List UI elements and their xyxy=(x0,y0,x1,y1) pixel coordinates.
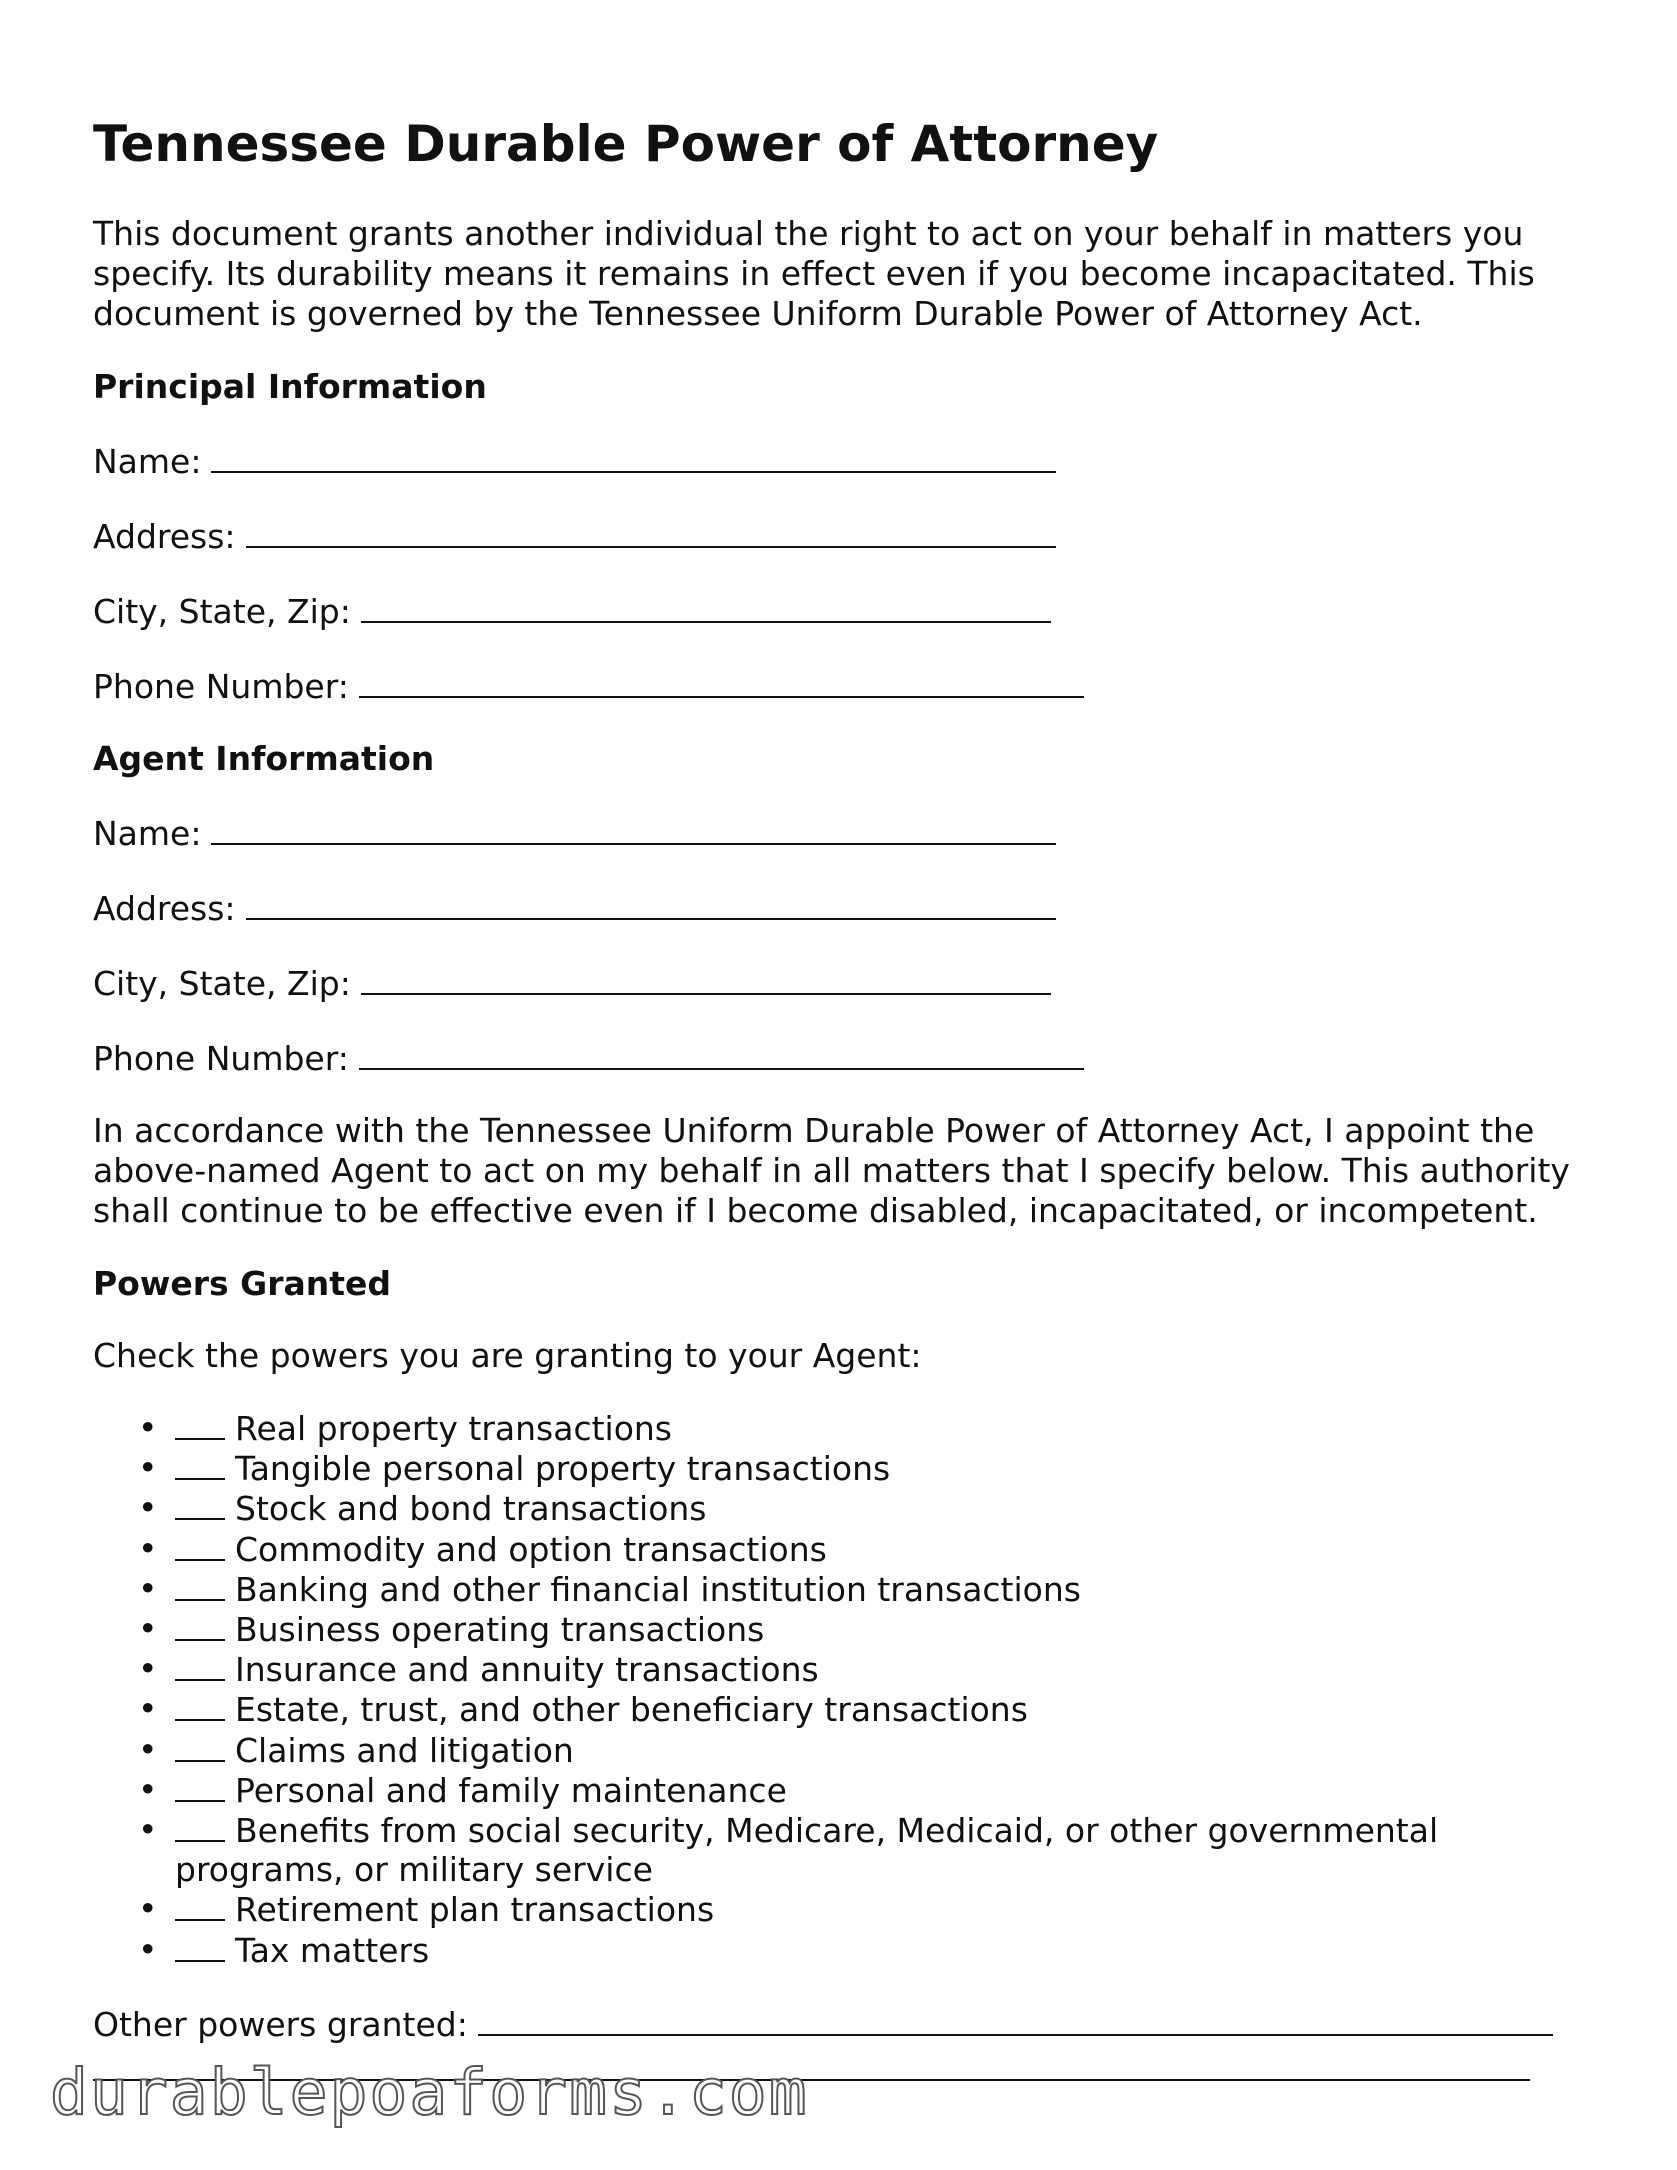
document-title: Tennessee Durable Power of Attorney xyxy=(93,115,1159,173)
list-item xyxy=(93,1529,1530,1569)
bullet-icon: • xyxy=(138,1528,158,1568)
principal-name-field[interactable] xyxy=(93,439,1593,482)
list-item xyxy=(93,1810,1530,1889)
checkbox-blank[interactable] xyxy=(175,1810,225,1842)
checkbox-blank[interactable] xyxy=(175,1569,225,1601)
bullet-icon: • xyxy=(138,1689,158,1729)
appointment-paragraph: In accordance with the Tennessee Uniform Durable Power of Attorney Act, I appoint the above-named Agent to act on my behalf in all matters that I specify below. This authority shall continue to be effective even if I become disabled, incapacitated, or incompetent. xyxy=(93,1111,1570,1230)
list-item xyxy=(93,1609,1530,1649)
agent-name-field[interactable] xyxy=(93,811,1593,854)
agent-address-field[interactable] xyxy=(93,886,1593,929)
agent-city-blank[interactable] xyxy=(361,961,1051,995)
power-label: Estate, trust, and other beneficiary transactions xyxy=(235,1690,1028,1730)
list-item xyxy=(93,1448,1530,1488)
agent-phone-blank[interactable] xyxy=(359,1036,1084,1070)
principal-city-field[interactable] xyxy=(93,589,1593,632)
agent-address-blank[interactable] xyxy=(246,886,1056,920)
agent-phone-field[interactable] xyxy=(93,1036,1593,1079)
checkbox-blank[interactable] xyxy=(175,1889,225,1921)
agent-heading: Agent Information xyxy=(93,739,435,778)
power-label: Tax matters xyxy=(235,1930,430,1970)
bullet-icon: • xyxy=(138,1769,158,1809)
intro-paragraph: This document grants another individual the right to act on your behalf in matters you specify. Its durability means it remains in effect even if you become incapacitated. This document is governed by the Tennessee Uniform Durable Power of Attorney Act. xyxy=(93,214,1535,333)
checkbox-blank[interactable] xyxy=(175,1770,225,1802)
checkbox-blank[interactable] xyxy=(175,1448,225,1480)
power-label: Stock and bond transactions xyxy=(235,1489,707,1529)
document-page xyxy=(93,112,1593,2077)
bullet-icon: • xyxy=(138,1889,158,1929)
bullet-icon: • xyxy=(138,1568,158,1608)
agent-city-field[interactable] xyxy=(93,961,1593,1004)
checkbox-blank[interactable] xyxy=(175,1730,225,1762)
bullet-icon: • xyxy=(138,1929,158,1969)
power-label: Claims and litigation xyxy=(235,1730,574,1770)
power-label: Commodity and option transactions xyxy=(235,1529,827,1569)
principal-name-blank[interactable] xyxy=(211,439,1056,473)
other-powers-label: Other powers granted: xyxy=(93,2004,468,2044)
bullet-icon: • xyxy=(138,1649,158,1689)
checkbox-blank[interactable] xyxy=(175,1529,225,1561)
bullet-icon: • xyxy=(138,1448,158,1488)
power-label: Banking and other financial institution transactions xyxy=(235,1569,1081,1609)
list-item xyxy=(93,1649,1530,1689)
power-label: Retirement plan transactions xyxy=(235,1890,715,1930)
checkbox-blank[interactable] xyxy=(175,1609,225,1641)
checkbox-blank[interactable] xyxy=(175,1689,225,1721)
principal-address-field[interactable] xyxy=(93,514,1593,557)
bullet-icon: • xyxy=(138,1488,158,1528)
agent-phone-label: Phone Number: xyxy=(93,1039,349,1078)
list-item xyxy=(93,1889,1530,1929)
list-item xyxy=(93,1488,1530,1528)
principal-name-label: Name: xyxy=(93,442,202,481)
other-powers-blank[interactable] xyxy=(478,2002,1553,2036)
principal-address-blank[interactable] xyxy=(246,514,1056,548)
powers-heading: Powers Granted xyxy=(93,1264,392,1303)
principal-phone-blank[interactable] xyxy=(359,664,1084,698)
bullet-icon: • xyxy=(138,1408,158,1447)
checkbox-blank[interactable] xyxy=(175,1488,225,1520)
powers-instruction: Check the powers you are granting to your Agent: xyxy=(93,1336,922,1375)
agent-name-label: Name: xyxy=(93,814,202,853)
power-label: Insurance and annuity transactions xyxy=(235,1650,819,1690)
bullet-icon: • xyxy=(138,1729,158,1769)
list-item xyxy=(93,1689,1530,1729)
list-item xyxy=(93,1569,1530,1609)
list-item xyxy=(93,1730,1530,1770)
list-item xyxy=(93,1408,1530,1448)
checkbox-blank[interactable] xyxy=(175,1649,225,1681)
bullet-icon: • xyxy=(138,1609,158,1649)
power-label: Tangible personal property transactions xyxy=(235,1449,891,1489)
bullet-icon: • xyxy=(138,1810,158,1850)
principal-phone-label: Phone Number: xyxy=(93,667,349,706)
site-watermark: durablepoaforms.com xyxy=(50,2056,809,2129)
agent-address-label: Address: xyxy=(93,889,236,928)
powers-list xyxy=(93,1408,1593,1970)
principal-address-label: Address: xyxy=(93,517,236,556)
list-item xyxy=(93,1770,1530,1810)
checkbox-blank[interactable] xyxy=(175,1408,225,1440)
principal-heading: Principal Information xyxy=(93,367,487,406)
principal-city-label: City, State, Zip: xyxy=(93,592,351,631)
other-powers-field[interactable] xyxy=(93,2002,1593,2045)
principal-city-blank[interactable] xyxy=(361,589,1051,623)
agent-name-blank[interactable] xyxy=(211,811,1056,845)
agent-city-label: City, State, Zip: xyxy=(93,964,351,1003)
list-item xyxy=(93,1930,1530,1970)
principal-phone-field[interactable] xyxy=(93,664,1593,707)
checkbox-blank[interactable] xyxy=(175,1930,225,1962)
power-label: Personal and family maintenance xyxy=(235,1770,787,1810)
power-label: Business operating transactions xyxy=(235,1610,765,1650)
power-label: Benefits from social security, Medicare, Medicaid, or other governmental programs, or military service xyxy=(175,1811,1439,1890)
power-label: Real property transactions xyxy=(235,1409,672,1448)
